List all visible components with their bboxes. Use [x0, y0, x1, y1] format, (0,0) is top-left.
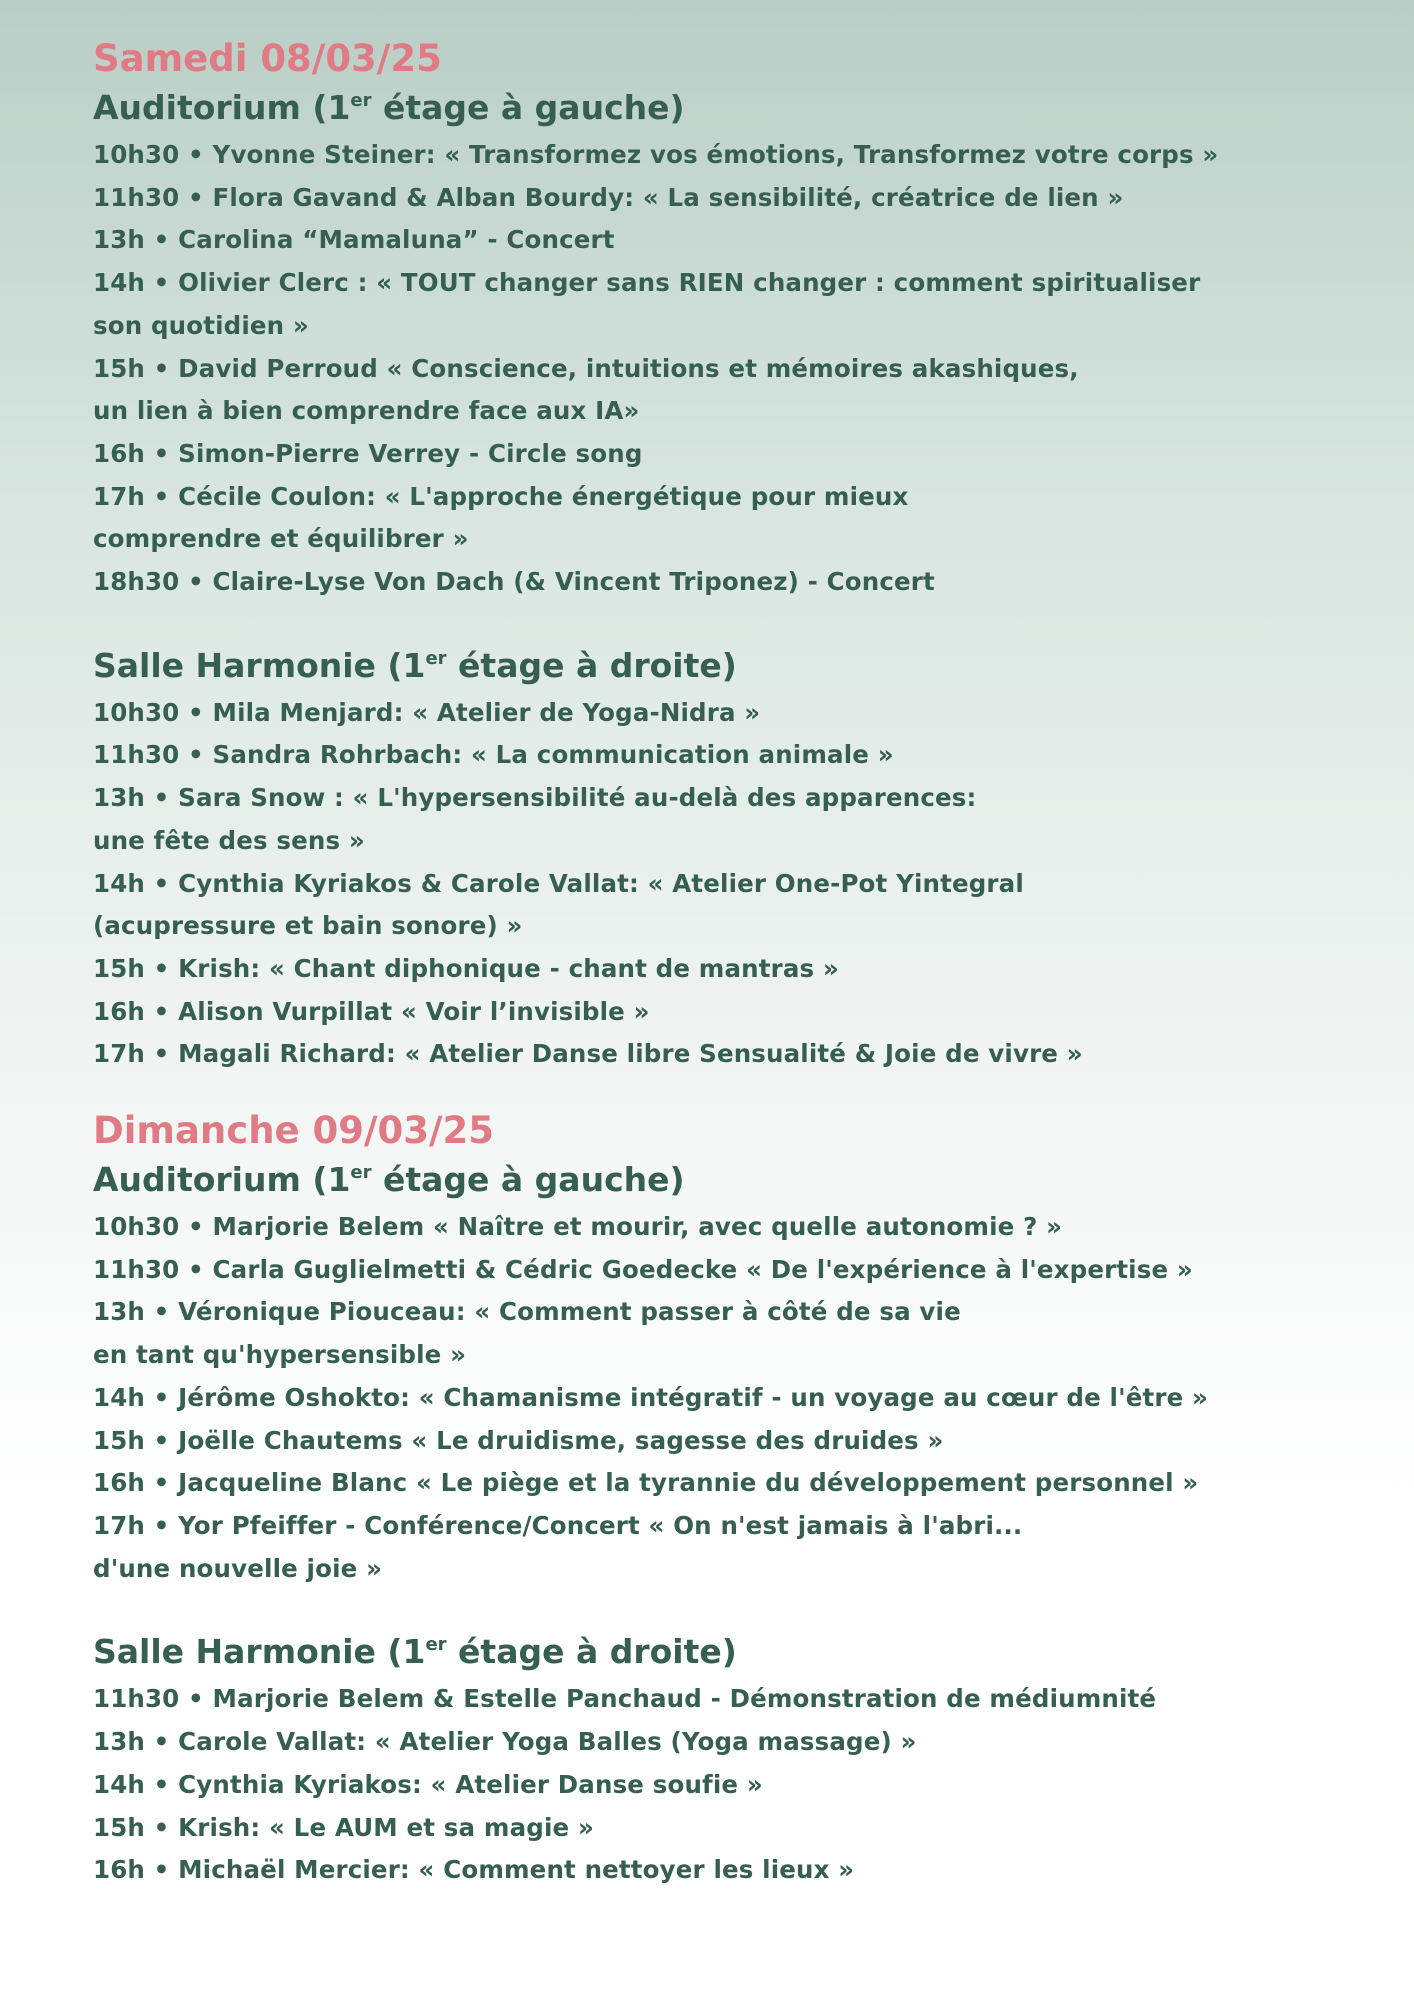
schedule-item: 16h • Jacqueline Blanc « Le piège et la tyrannie du développement personnel »	[93, 1468, 1199, 1498]
day-saturday	[93, 34, 1393, 1076]
schedule-list	[93, 692, 1393, 1076]
schedule-item: 18h30 • Claire-Lyse Von Dach (& Vincent Triponez) - Concert	[93, 567, 935, 597]
schedule-item: 16h • Michaël Mercier: « Comment nettoyer les lieux »	[93, 1855, 855, 1885]
schedule-item: 13h • Carolina “Mamaluna” - Concert	[93, 225, 615, 255]
schedule-item: 14h • Olivier Clerc : « TOUT changer sans RIEN changer : comment spiritualiser son quotidien »	[93, 268, 1201, 340]
schedule-item: 13h • Véronique Piouceau: « Comment passer à côté de sa vie en tant qu'hypersensible »	[93, 1297, 961, 1370]
schedule-item: 11h30 • Sandra Rohrbach: « La communication animale »	[93, 740, 894, 770]
schedule-item: 10h30 • Yvonne Steiner: « Transformez vos émotions, Transformez votre corps »	[93, 140, 1219, 169]
venue-superscript: er	[350, 1162, 372, 1184]
schedule-item: 14h • Jérôme Oshokto: « Chamanisme intégratif - un voyage au cœur de l'être »	[93, 1382, 1209, 1412]
venue-name: Salle Harmonie (1	[93, 1632, 426, 1672]
schedule-item: 17h • Yor Pfeiffer - Conférence/Concert « On n'est jamais à l'abri... d'une nouvelle joie »	[93, 1510, 1023, 1583]
schedule-item: 15h • Krish: « Le AUM et sa magie »	[93, 1812, 594, 1842]
schedule-item: 13h • Sara Snow : « L'hypersensibilité au-delà des apparences: une fête des sens »	[93, 783, 977, 855]
schedule-item: 15h • David Perroud « Conscience, intuitions et mémoires akashiques, un lien à bien comprendre face aux IA»	[93, 353, 1079, 426]
schedule-item: 17h • Cécile Coulon: « L'approche énergétique pour mieux comprendre et équilibrer »	[93, 481, 909, 554]
venue-superscript: er	[425, 647, 447, 669]
venue-suffix: étage à droite)	[446, 1632, 737, 1672]
schedule-item: 14h • Cynthia Kyriakos & Carole Vallat: « Atelier One-Pot Yintegral (acupressure et bain sonore) »	[93, 868, 1024, 941]
schedule-item: 14h • Cynthia Kyriakos: « Atelier Danse soufie »	[93, 1769, 763, 1799]
schedule-item: 11h30 • Carla Guglielmetti & Cédric Goedecke « De l'expérience à l'expertise »	[93, 1254, 1193, 1284]
venue-name: Auditorium (1	[93, 1160, 351, 1200]
schedule-item: 16h • Alison Vurpillat « Voir l’invisible »	[93, 996, 650, 1026]
venue-suffix: étage à gauche)	[371, 1160, 685, 1200]
venue-suffix: étage à gauche)	[371, 88, 685, 127]
schedule-item: 17h • Magali Richard: « Atelier Danse libre Sensualité & Joie de vivre »	[93, 1039, 1083, 1069]
schedule-item: 10h30 • Mila Menjard: « Atelier de Yoga-Nidra »	[93, 697, 761, 727]
day-title: Dimanche 09/03/25	[93, 1109, 495, 1153]
schedule-item: 16h • Simon-Pierre Verrey - Circle song	[93, 438, 643, 468]
schedule-item: 11h30 • Flora Gavand & Alban Bourdy: « La sensibilité, créatrice de lien »	[93, 182, 1124, 212]
venue-name: Salle Harmonie (1	[93, 645, 426, 685]
schedule-list	[93, 1206, 1393, 1590]
venue-title-auditorium	[93, 1156, 1393, 1204]
day-sunday	[93, 1106, 1393, 1892]
venue-name: Auditorium (1	[93, 88, 351, 127]
schedule-item: 10h30 • Marjorie Belem « Naître et mourir, avec quelle autonomie ? »	[93, 1212, 1063, 1242]
schedule-list	[93, 1678, 1393, 1892]
venue-title-salle-harmonie	[93, 1628, 1393, 1676]
schedule-list	[93, 134, 1393, 604]
program-content	[93, 34, 1393, 1892]
venue-title-auditorium	[93, 84, 1393, 132]
venue-superscript: er	[350, 90, 372, 111]
venue-suffix: étage à droite)	[446, 645, 737, 685]
day-title: Samedi 08/03/25	[93, 37, 442, 80]
venue-superscript: er	[425, 1634, 447, 1656]
venue-title-salle-harmonie	[93, 642, 1393, 690]
schedule-item: 11h30 • Marjorie Belem & Estelle Panchaud - Démonstration de médiumnité	[93, 1684, 1157, 1714]
schedule-item: 15h • Joëlle Chautems « Le druidisme, sagesse des druides »	[93, 1425, 944, 1455]
schedule-item: 15h • Krish: « Chant diphonique - chant de mantras »	[93, 953, 839, 983]
schedule-item: 13h • Carole Vallat: « Atelier Yoga Balles (Yoga massage) »	[93, 1727, 917, 1757]
